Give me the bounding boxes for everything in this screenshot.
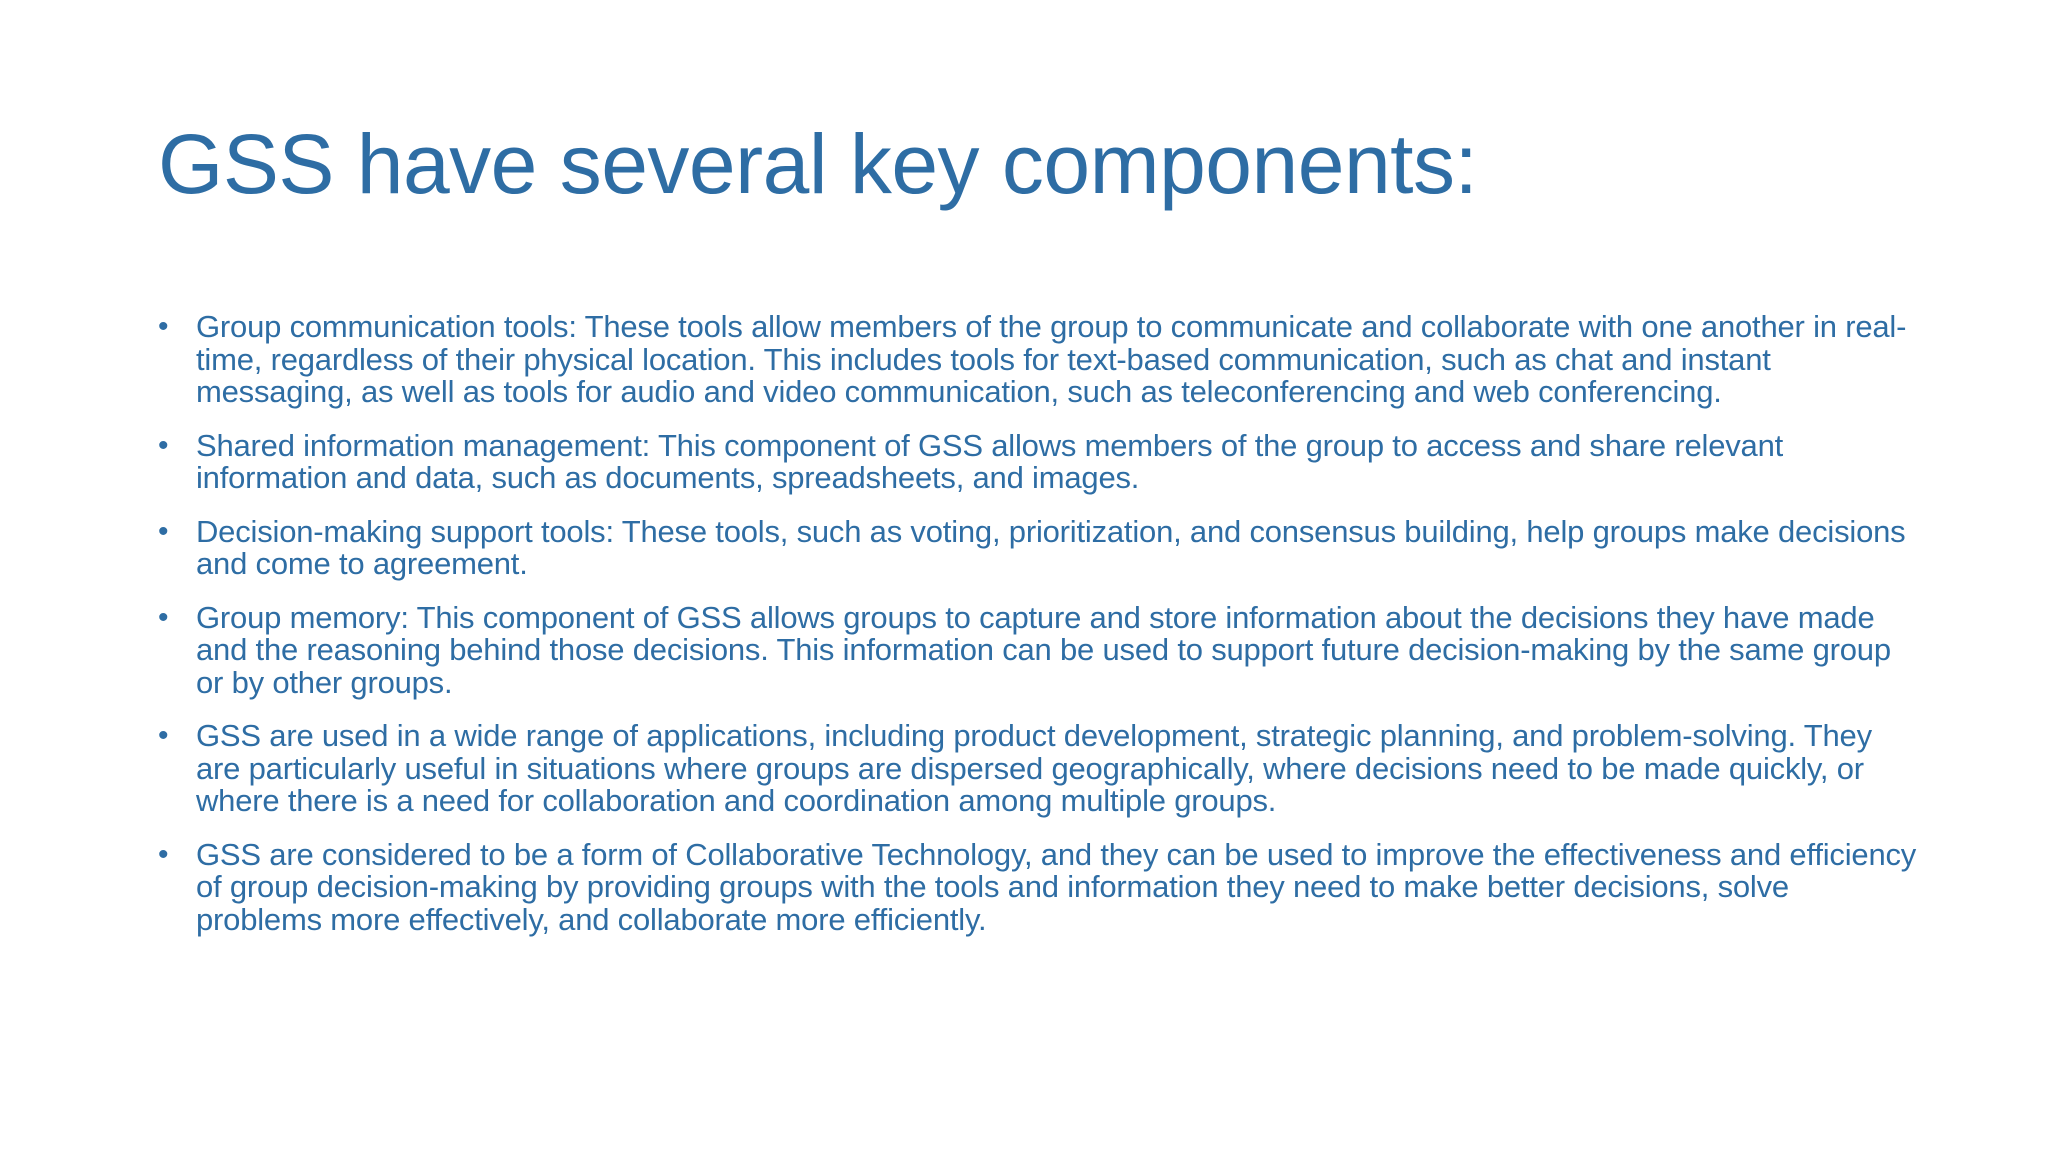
bullet-dot-icon: • [158, 837, 169, 871]
bullet-text: GSS are considered to be a form of Collaborative Technology, and they can be used to improve the effectiveness and efficiency of group decision-making by providing groups with the tools and information they need to make better decisions, solve problems more effectively, and collaborate more efficiently. [196, 836, 1917, 937]
bullet-text: Shared information management: This component of GSS allows members of the group to access and share relevant information and data, such as documents, spreadsheets, and images. [196, 427, 1784, 495]
bullet-item [158, 311, 1918, 409]
bullet-item [158, 513, 1918, 581]
bullet-item [158, 599, 1918, 700]
bullet-dot-icon: • [158, 514, 169, 548]
bullet-text: Decision-making support tools: These tools, such as voting, prioritization, and consensus building, help groups make decisions and come to agreement. [196, 513, 1906, 581]
bullet-dot-icon: • [158, 719, 169, 752]
bullet-text: GSS are used in a wide range of applications, including product development, strategic planning, and problem-solving. They are particularly useful in situations where groups are dispersed geographically, where decisions need to be made quickly, or where there is a need for collaboration and coordination among multiple groups. [196, 718, 1872, 818]
bullet-dot-icon: • [158, 600, 169, 634]
bullet-item [158, 836, 1918, 937]
bullet-item [158, 720, 1918, 818]
bullet-list [158, 311, 1918, 957]
slide-title: GSS have several key components: [158, 117, 1478, 211]
bullet-text: Group memory: This component of GSS allows groups to capture and store information about the decisions they have made and the reasoning behind those decisions. This information can be used to support future decision-making by the same group or by other groups. [196, 599, 1891, 700]
bullet-dot-icon: • [158, 310, 169, 343]
bullet-text: Group communication tools: These tools allow members of the group to communicate and collaborate with one another in real-time, regardless of their physical location. This includes tools for text-based communication, such as chat and instant messaging, as well as tools for audio and video communication, such as teleconferencing and web conferencing. [196, 309, 1907, 409]
bullet-dot-icon: • [158, 428, 169, 462]
bullet-item [158, 427, 1918, 495]
